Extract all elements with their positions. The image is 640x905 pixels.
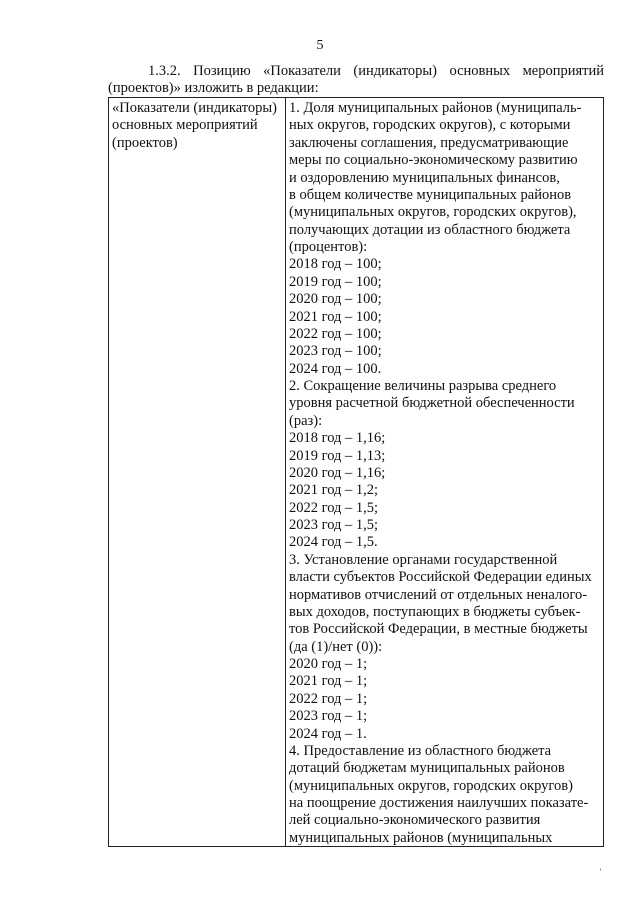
scan-artifact-mark [600,868,601,871]
left-cell-line: «Показатели (индикаторы) [112,100,278,116]
indicators-table [108,97,604,847]
right-cell-line: 2019 год – 1,13; [289,447,386,464]
intro-line-2: (проектов)» изложить в редакции: [108,80,319,96]
intro-paragraph [108,63,604,97]
right-cell-line: и оздоровлению муниципальных финансов, [289,169,560,186]
right-cell-line: (процентов): [289,239,368,255]
right-cell-line: тов Российской Федерации, в местные бюджеты [289,621,588,638]
right-cell-line: меры по социально-экономическому развитию [289,152,578,169]
right-cell-line: заключены соглашения, предусматривающие [289,134,569,151]
right-cell-line: уровня расчетной бюджетной обеспеченности [289,395,575,412]
right-cell-line: (да (1)/нет (0)): [289,638,383,655]
right-cell-line: 2024 год – 1,5. [289,534,378,551]
right-cell-line: 2021 год – 100; [289,308,382,325]
table-left-cell [109,98,286,846]
right-cell-line: (раз): [289,412,323,429]
right-cell-line: 2021 год – 1,2; [289,482,379,499]
right-cell-line: 2022 год – 100; [289,325,382,342]
right-cell-line: 2019 год – 100; [289,273,382,290]
right-cell-line: муниципальных районов (муниципальных [289,829,553,846]
right-cell-line: (муниципальных округов, городских округов), [289,204,577,221]
right-cell-line: 2022 год – 1,5; [289,499,379,516]
right-cell-line: 2023 год – 1; [289,708,368,725]
intro-line-1: 1.3.2. Позицию «Показатели (индикаторы) основных мероприятий [148,63,604,79]
page-number: 5 [316,38,324,53]
right-cell-line: ных округов, городских округов), с которыми [289,117,571,134]
right-cell-line: 2. Сокращение величины разрыва среднего [289,378,557,394]
right-cell-line: власти субъектов Российской Федерации единых [289,569,592,586]
right-cell-line: на поощрение достижения наилучших показате- [289,795,589,811]
right-cell-line: 2022 год – 1; [289,690,368,707]
left-cell-line: (проектов) [112,134,178,151]
right-cell-line: 3. Установление органами государственной [289,551,558,568]
right-cell-line: 2023 год – 1,5; [289,517,379,533]
right-cell-line: получающих дотации из областного бюджета [289,221,571,238]
right-cell-line: 2023 год – 100; [289,343,382,360]
right-cell-line: вых доходов, поступающих в бюджеты субъек- [289,603,581,620]
right-cell-line: 2020 год – 1; [289,656,368,672]
right-cell-line: 2020 год – 1,16; [289,464,386,481]
left-cell-line: основных мероприятий [112,117,258,134]
right-cell-line: 2021 год – 1; [289,673,368,690]
right-cell-line: 1. Доля муниципальных районов (муниципаль- [289,100,582,116]
right-cell-line: 2024 год – 1. [289,725,367,742]
right-cell-line: 2018 год – 100; [289,256,382,273]
right-cell-line: 2020 год – 100; [289,291,382,308]
right-cell-line: нормативов отчислений от отдельных неналого- [289,586,588,603]
right-cell-line: дотаций бюджетам муниципальных районов [289,760,565,777]
table-right-cell [286,98,603,846]
right-cell-line: 4. Предоставление из областного бюджета [289,742,552,759]
right-cell-line: в общем количестве муниципальных районов [289,186,572,203]
right-cell-line: лей социально-экономического развития [289,812,541,829]
right-cell-line: 2018 год – 1,16; [289,430,386,447]
right-cell-line: 2024 год – 100. [289,360,382,377]
right-cell-line: (муниципальных округов, городских округов) [289,777,573,794]
